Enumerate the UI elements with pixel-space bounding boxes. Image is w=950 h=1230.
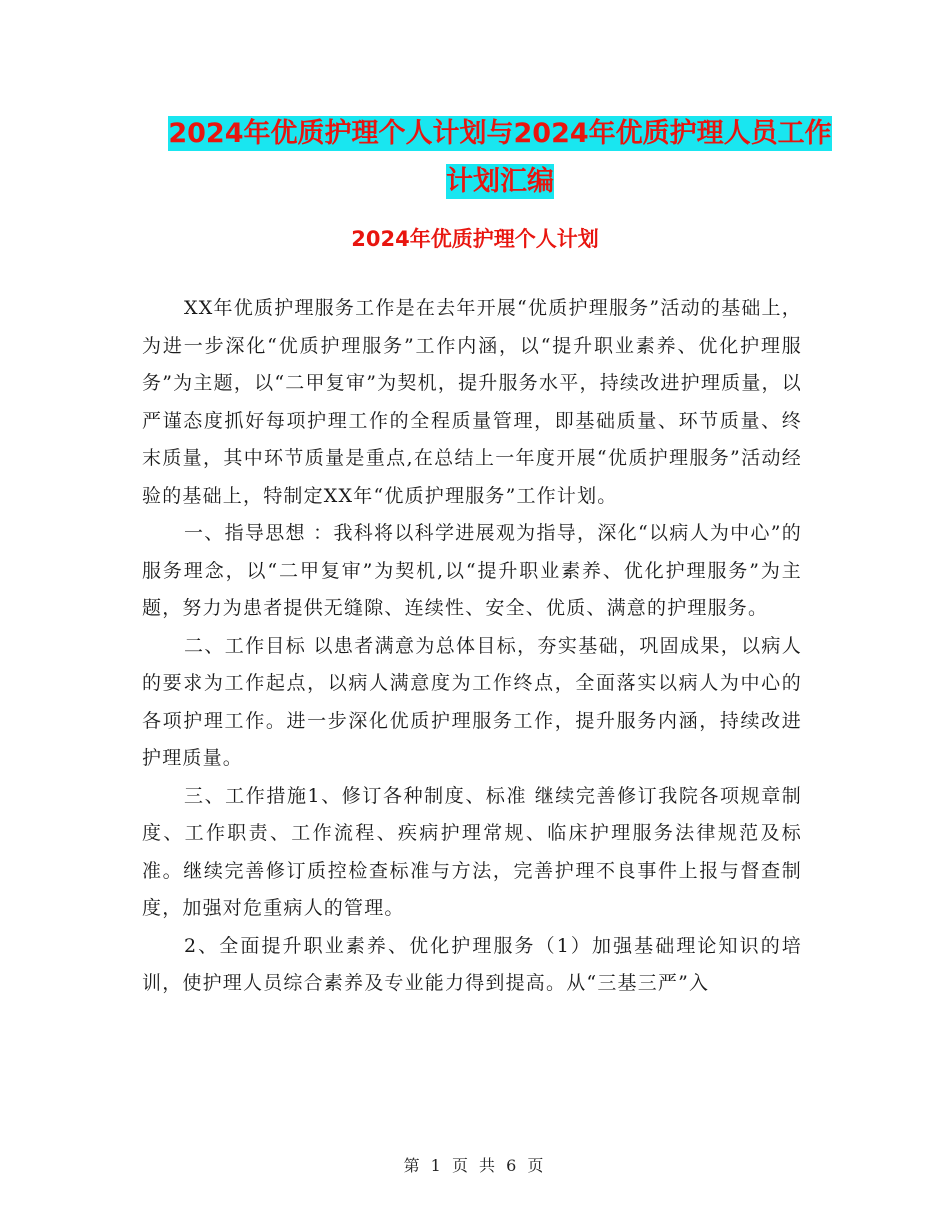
paragraph-work-goals: 二、工作目标 以患者满意为总体目标，夯实基础，巩固成果，以病人的要求为工作起点，以病人满意度为工作终点，全面落实以病人为中心的各项护理工作。进一步深化优质护理服务工作，提升服务内涵，持续改进护理质量。 <box>142 634 802 769</box>
paragraph-professional-quality: 2、全面提升职业素养、优化护理服务（1）加强基础理论知识的培训，使护理人员综合素养及专业能力得到提高。从“三基三严”入 <box>142 934 802 994</box>
paragraph-intro: XX年优质护理服务工作是在去年开展“优质护理服务”活动的基础上，为进一步深化“优质护理服务”工作内涵，以“提升职业素养、优化护理服务”为主题，以“二甲复审”为契机，提升服务水平，持续改进护理质量，以严谨态度抓好每项护理工作的全程质量管理，即基础质量、环节质量、终末质量，其中环节质量是重点,在总结上一年度开展“优质护理服务”活动经验的基础上，特制定XX年“优质护理服务”工作计划。 <box>142 297 802 507</box>
document-title <box>140 110 860 206</box>
section-title: 2024年优质护理个人计划 <box>351 227 599 251</box>
document-title-line-2: 计划汇编 <box>446 166 554 197</box>
document-body <box>142 290 802 1003</box>
page-number-footer: 第 1 页 共 6 页 <box>403 1156 547 1175</box>
paragraph-work-measures: 三、工作措施1、修订各种制度、标准 继续完善修订我院各项规章制度、工作职责、工作流程、疾病护理常规、临床护理服务法律规范及标准。继续完善修订质控检查标准与方法，完善护理不良事件上报与督查制度，加强对危重病人的管理。 <box>142 784 802 919</box>
paragraph-guiding-thought: 一、指导思想 ：我科将以科学进展观为指导，深化“以病人为中心”的服务理念，以“二甲复审”为契机,以“提升职业素养、优化护理服务”为主题，努力为患者提供无缝隙、连续性、安全、优质、满意的护理服务。 <box>142 522 802 619</box>
document-title-line-1: 2024年优质护理个人计划与2024年优质护理人员工作 <box>168 118 832 149</box>
